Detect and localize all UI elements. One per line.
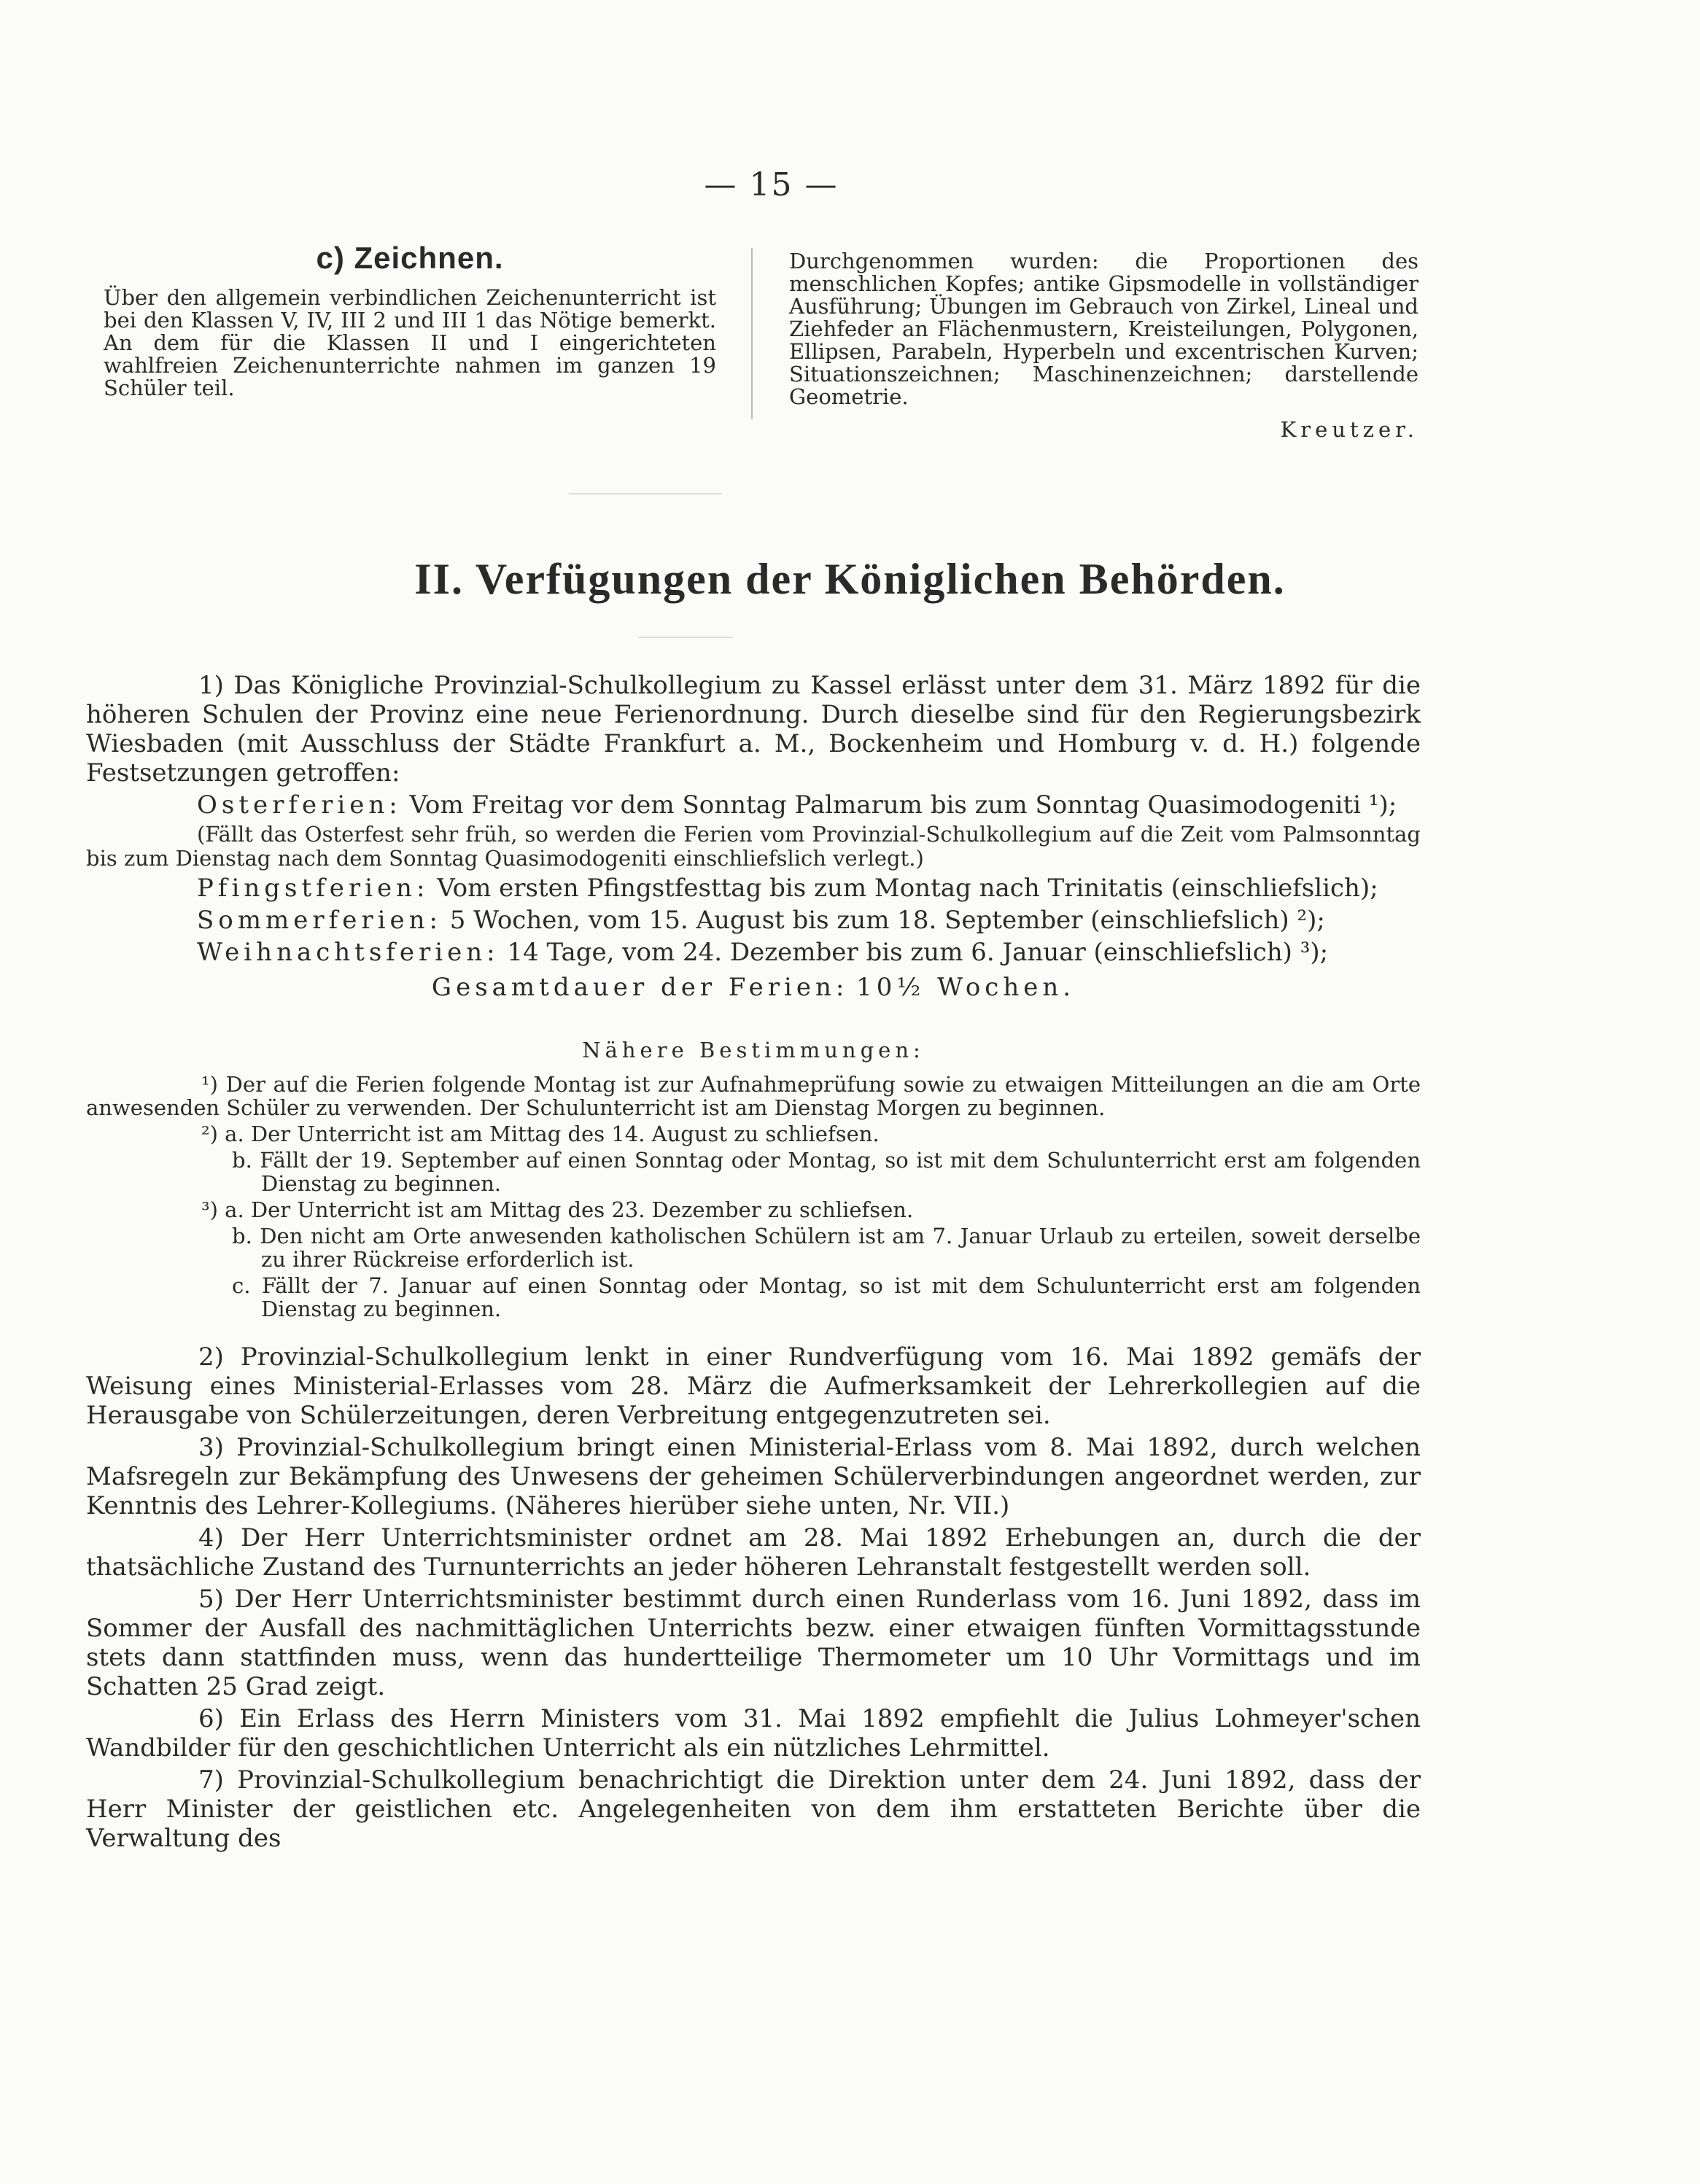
pfingstferien-text: Vom ersten Pfingstfesttag bis zum Montag nach Trinitatis (einschliefslich); [437,874,1378,903]
zeichnen-author: Kreutzer. [1280,417,1418,442]
footnote-2b: b. Fällt der 19. September auf einen Sonntag oder Montag, so ist mit dem Schulunterricht erst am folgenden Dienstag zu beginnen. [232,1148,1421,1196]
weihnachtsferien-label: Weihnachtsferien: [197,938,500,967]
pfingstferien-line [86,874,1421,903]
footnote-3c: c. Fällt der 7. Januar auf einen Sonntag oder Montag, so ist mit dem Schulunterricht erst am folgenden Dienstag zu beginnen. [232,1273,1421,1321]
section-title: II. Verfügungen der Königlichen Behörden. [414,555,1286,603]
divider-line [638,637,733,638]
column-divider [751,248,753,419]
zeichnen-right-column [789,250,1418,441]
zeichnen-heading: c) Zeichnen. [316,241,504,275]
paragraph-2: 2) Provinzial-Schulkollegium lenkt in einer Rundverfügung vom 16. Mai 1892 gemäfs der Weisung eines Ministerial-Erlasses vom 28. März die Aufmerksamkeit der Lehrerkollegien auf die Herausgabe von Schülerzeitungen, deren Verbreitung entgegenzutreten sei. [86,1342,1421,1430]
pfingstferien-label: Pfingstferien: [197,874,430,903]
osterferien-line [86,790,1421,820]
page-number: — 15 — [704,166,839,203]
osterferien-label: Osterferien: [197,790,402,820]
gesamtdauer-text: 10½ Wochen. [856,973,1076,1002]
footnotes [86,1073,1421,1321]
gesamtdauer-line [86,973,1421,1002]
paragraph-3: 3) Provinzial-Schulkollegium bringt einen Ministerial-Erlass vom 8. Mai 1892, durch welchen Mafsregeln zur Bekämpfung des Unwesens der geheimen Schülerverbindungen angeordnet werden, zur Kenntnis des Lehrer-Kollegiums. (Näheres hierüber siehe unten, Nr. VII.) [86,1433,1421,1520]
footnote-1: ¹) Der auf die Ferien folgende Montag ist zur Aufnahmeprüfung sowie zu etwaigen Mitteilungen an die am Orte anwesenden Schüler zu verwenden. Der Schulunterricht ist am Dienstag Morgen zu beginnen. [86,1072,1421,1120]
paragraph-4: 4) Der Herr Unterrichtsminister ordnet am 28. Mai 1892 Erhebungen an, durch die der thatsächliche Zustand des Turnunterrichts an jeder höheren Lehranstalt festgestellt werden soll. [86,1523,1421,1582]
paragraph-5: 5) Der Herr Unterrichtsminister bestimmt durch einen Runderlass vom 16. Juni 1892, dass im Sommer der Ausfall des nachmittäglichen Unterrichts bezw. einer etwaigen fünften Vormittagsstunde stets dann stattfinden muss, wenn das hundertteilige Thermometer um 10 Uhr Vormittags und im Schatten 25 Grad zeigt. [86,1585,1421,1701]
footnote-3a: ³) a. Der Unterricht ist am Mittag des 23. Dezember zu schliefsen. [201,1197,914,1222]
osterferien-note: (Fällt das Osterfest sehr früh, so werden die Ferien vom Provinzial-Schulkollegium auf die Zeit vom Palmsonntag bis zum Dienstag nach dem Sonntag Quasimodogeniti einschliefslich verlegt.) [86,822,1421,871]
details-heading: Nähere Bestimmungen: [582,1038,925,1062]
paragraph-7: 7) Provinzial-Schulkollegium benachrichtigt die Direktion unter dem 24. Juni 1892, dass der Herr Minister der geistlichen etc. Angelegenheiten von dem ihm erstatteten Berichte über die Verwaltung des [86,1765,1421,1853]
weihnachtsferien-line [86,938,1421,967]
main-text [86,671,1421,1856]
sommerferien-line [86,906,1421,935]
divider-line [569,493,722,494]
osterferien-text: Vom Freitag vor dem Sonntag Palmarum bis zum Sonntag Quasimodogeniti ¹); [409,790,1397,820]
footnote-3b: b. Den nicht am Orte anwesenden katholischen Schülern ist am 7. Januar Urlaub zu erteilen, soweit derselbe zu ihrer Rückreise erforderlich ist. [232,1224,1421,1272]
paragraph-1-intro: 1) Das Königliche Provinzial-Schulkollegium zu Kassel erlässt unter dem 31. März 1892 für die höheren Schulen der Provinz eine neue Ferienordnung. Durch dieselbe sind für den Regierungsbezirk Wiesbaden (mit Ausschluss der Städte Frankfurt a. M., Bockenheim und Homburg v. d. H.) folgende Festsetzungen getroffen: [86,671,1421,788]
zeichnen-left-text: Über den allgemein verbindlichen Zeichenunterricht ist bei den Klassen V, IV, III 2 und III 1 das Nötige bemerkt. An dem für die Klassen II und I eingerichteten wahlfreien Zeichenunterrichte nahmen im ganzen 19 Schüler teil. [104,285,716,400]
sommerferien-label: Sommerferien: [197,906,442,935]
zeichnen-right-text: Durchgenommen wurden: die Proportionen des menschlichen Kopfes; antike Gipsmodelle in vollständiger Ausführung; Übungen im Gebrauch von Zirkel, Lineal und Ziehfeder an Flächenmustern, Kreisteilungen, Polygonen, Ellipsen, Parabeln, Hyperbeln und excentrischen Kurven; Situationszeichnen; Maschinenzeichnen; darstellende Geometrie. [789,249,1418,409]
weihnachtsferien-text: 14 Tage, vom 24. Dezember bis zum 6. Januar (einschliefslich) ³); [507,938,1329,967]
zeichnen-left-column [104,241,716,400]
gesamtdauer-label: Gesamtdauer der Ferien: [431,973,849,1002]
paragraph-6: 6) Ein Erlass des Herrn Ministers vom 31. Mai 1892 empfiehlt die Julius Lohmeyer'schen Wandbilder für den geschichtlichen Unterricht als ein nützliches Lehrmittel. [86,1704,1421,1763]
sommerferien-text: 5 Wochen, vom 15. August bis zum 18. September (einschliefslich) ²); [449,906,1325,935]
footnote-2a: ²) a. Der Unterricht ist am Mittag des 14. August zu schliefsen. [201,1122,880,1146]
